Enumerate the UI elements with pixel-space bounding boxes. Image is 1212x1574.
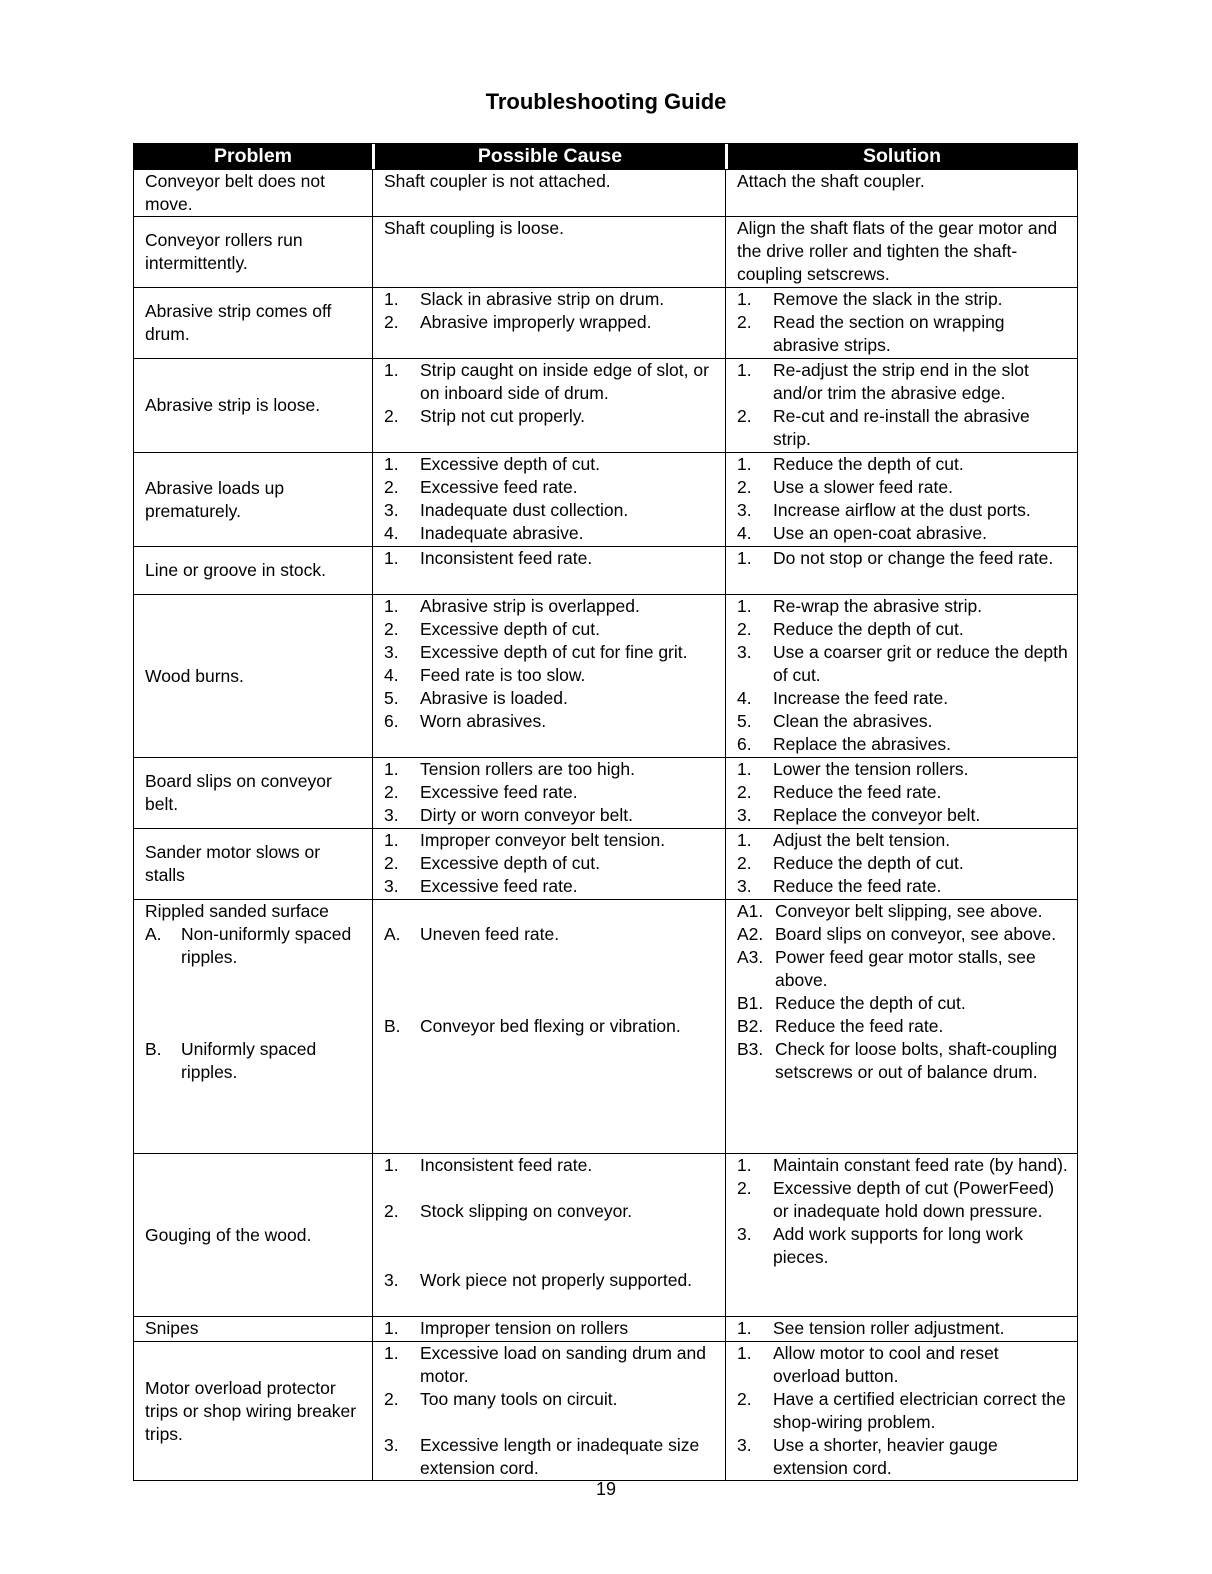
- list-item: B1. Reduce the depth of cut.: [737, 993, 966, 1013]
- solution-cell: [725, 547, 1076, 594]
- problem-text: Rippled sanded surface: [145, 901, 329, 921]
- cause-cell: [372, 1317, 725, 1341]
- list-item: 1. Inconsistent feed rate.: [384, 548, 593, 568]
- table-row: [134, 169, 1077, 216]
- problem-cell: [134, 288, 372, 358]
- page-title: Troubleshooting Guide: [485, 89, 727, 114]
- problem-cell: [134, 217, 372, 287]
- table-row: [134, 594, 1077, 757]
- list-item: 3. Excessive length or inadequate size extension cord.: [384, 1435, 700, 1478]
- list-item: 3. Work piece not properly supported.: [384, 1270, 693, 1290]
- list-item: 1. Adjust the belt tension.: [737, 830, 951, 850]
- problem-cell: [134, 359, 372, 452]
- list-item: 3. Use a shorter, heavier gauge extension cord.: [737, 1435, 998, 1478]
- problem-cell: [134, 1342, 372, 1480]
- list-item: A2. Board slips on conveyor, see above.: [737, 924, 1057, 944]
- list-item: A3. Power feed gear motor stalls, see above.: [737, 947, 1036, 990]
- problem-text: Board slips on conveyor belt.: [145, 771, 332, 814]
- problem-text: Abrasive strip comes off drum.: [145, 301, 332, 344]
- table-row: [134, 287, 1077, 358]
- solution-cell: [725, 829, 1076, 899]
- list-item: 2. Excessive feed rate.: [384, 782, 578, 802]
- solution-cell: [725, 1154, 1076, 1316]
- list-item: 4. Use an open-coat abrasive.: [737, 523, 988, 543]
- cause-cell: [372, 288, 725, 358]
- list-item: 1. Improper tension on rollers: [384, 1318, 629, 1338]
- list-item: 2. Too many tools on circuit.: [384, 1389, 618, 1409]
- list-item: 5. Clean the abrasives.: [737, 711, 933, 731]
- solution-cell: [725, 288, 1076, 358]
- list-item: 2. Reduce the feed rate.: [737, 782, 942, 802]
- list-item: 1. See tension roller adjustment.: [737, 1318, 1005, 1338]
- list-item: A. Uneven feed rate.: [384, 924, 560, 944]
- list-item: A. Non-uniformly spaced ripples.: [145, 924, 352, 967]
- table-row: [134, 1153, 1077, 1316]
- problem-text: Abrasive strip is loose.: [145, 395, 321, 415]
- list-item: 4. Feed rate is too slow.: [384, 665, 586, 685]
- list-item: 1. Do not stop or change the feed rate.: [737, 548, 1054, 568]
- cause-cell: [372, 595, 725, 757]
- header-problem: Problem: [213, 145, 293, 167]
- list-item: 3. Excessive feed rate.: [384, 876, 578, 896]
- list-item: 1. Inconsistent feed rate.: [384, 1155, 593, 1175]
- header-cause: Possible Cause: [372, 144, 725, 169]
- problem-cell: [134, 758, 372, 828]
- problem-cell: [134, 595, 372, 757]
- table-row: [134, 216, 1077, 287]
- list-item: 1. Improper conveyor belt tension.: [384, 830, 666, 850]
- problem-text: Gouging of the wood.: [145, 1224, 312, 1245]
- list-item: A1. Conveyor belt slipping, see above.: [737, 901, 1043, 921]
- list-item: 2. Excessive feed rate.: [384, 477, 578, 497]
- solution-cell: Align the shaft flats of the gear motor and the drive roller and tighten the shaft-coupling setscrews.: [725, 217, 1076, 287]
- cause-cell: [372, 547, 725, 594]
- list-item: 2. Read the section on wrapping abrasive strips.: [737, 312, 1005, 355]
- list-item: B3. Check for loose bolts, shaft-coupling setscrews or out of balance drum.: [737, 1039, 1058, 1082]
- solution-cell: [725, 595, 1076, 757]
- list-item: 2. Abrasive improperly wrapped.: [384, 312, 652, 332]
- solution-cell: [725, 758, 1076, 828]
- list-item: 1. Slack in abrasive strip on drum.: [384, 289, 665, 309]
- list-item: 2. Excessive depth of cut.: [384, 853, 600, 873]
- list-item: 3. Dirty or worn conveyor belt.: [384, 805, 633, 825]
- problem-cell: Snipes: [145, 1318, 199, 1338]
- list-item: 1. Reduce the depth of cut.: [737, 454, 964, 474]
- problem-text: Motor overload protector trips or shop wiring breaker trips.: [145, 1377, 357, 1444]
- cause-cell: [372, 453, 725, 546]
- list-item: 1. Strip caught on inside edge of slot, or on inboard side of drum.: [384, 360, 709, 403]
- problem-cell: [134, 1154, 372, 1316]
- solution-cell: Attach the shaft coupler.: [725, 170, 1076, 216]
- list-item: 4. Increase the feed rate.: [737, 688, 949, 708]
- list-item: 5. Abrasive is loaded.: [384, 688, 568, 708]
- problem-text: Abrasive loads up prematurely.: [145, 477, 285, 521]
- problem-cell: [134, 900, 372, 1153]
- list-item: B2. Reduce the feed rate.: [737, 1016, 944, 1036]
- list-item: 1. Tension rollers are too high.: [384, 759, 635, 779]
- cause-cell: [372, 1154, 725, 1316]
- list-item: 1. Re-wrap the abrasive strip.: [737, 596, 983, 616]
- problem-text: Sander motor slows or stalls: [145, 842, 321, 885]
- page-number: 19: [595, 1479, 617, 1499]
- table-row: [134, 358, 1077, 452]
- problem-cell: Conveyor belt does not move.: [145, 171, 325, 214]
- problem-cell: [134, 829, 372, 899]
- cause-cell: Shaft coupler is not attached.: [372, 170, 725, 216]
- table-row: [134, 546, 1077, 594]
- list-item: 3. Use a coarser grit or reduce the depth of cut.: [737, 642, 1068, 685]
- list-item: 3. Add work supports for long work pieces.: [737, 1224, 1023, 1267]
- problem-cell: [134, 453, 372, 546]
- list-item: 1. Excessive load on sanding drum and motor.: [384, 1343, 707, 1386]
- table-header: [134, 144, 1077, 169]
- cause-cell: [372, 900, 725, 1153]
- table-row: [134, 899, 1077, 1153]
- list-item: 1. Remove the slack in the strip.: [737, 289, 1003, 309]
- solution-cell: [725, 1342, 1076, 1480]
- problem-text: Conveyor rollers run intermittently.: [145, 230, 303, 273]
- list-item: 2. Excessive depth of cut (PowerFeed) or inadequate hold down pressure.: [737, 1178, 1055, 1221]
- solution-cell: [725, 359, 1076, 452]
- table-row: [134, 452, 1077, 546]
- troubleshooting-table: [133, 143, 1078, 1481]
- table-row: [134, 1316, 1077, 1341]
- list-item: B. Uniformly spaced ripples.: [145, 1039, 317, 1082]
- list-item: 3. Inadequate dust collection.: [384, 500, 629, 520]
- table-row: [134, 757, 1077, 828]
- list-item: 3. Excessive depth of cut for fine grit.: [384, 642, 688, 662]
- table-row: [134, 828, 1077, 899]
- list-item: 2. Reduce the depth of cut.: [737, 853, 964, 873]
- list-item: 6. Replace the abrasives.: [737, 734, 952, 754]
- list-item: 4. Inadequate abrasive.: [384, 523, 584, 543]
- cause-cell: [372, 758, 725, 828]
- list-item: 3. Reduce the feed rate.: [737, 876, 942, 896]
- solution-cell: [725, 900, 1076, 1153]
- cause-cell: [372, 829, 725, 899]
- table-row: [134, 1341, 1077, 1480]
- list-item: 3. Replace the conveyor belt.: [737, 805, 981, 825]
- problem-text: Line or groove in stock.: [145, 560, 326, 580]
- list-item: 2. Stock slipping on conveyor.: [384, 1201, 633, 1221]
- solution-cell: [725, 453, 1076, 546]
- list-item: 2. Strip not cut properly.: [384, 406, 586, 426]
- list-item: 2. Excessive depth of cut.: [384, 619, 600, 639]
- cause-cell: [372, 359, 725, 452]
- list-item: 1. Abrasive strip is overlapped.: [384, 596, 640, 616]
- problem-cell: [134, 547, 372, 594]
- problem-text: Wood burns.: [145, 665, 244, 686]
- header-solution: Solution: [725, 144, 1076, 169]
- list-item: 1. Re-adjust the strip end in the slot and/or trim the abrasive edge.: [737, 360, 1029, 403]
- list-item: 1. Maintain constant feed rate (by hand).: [737, 1155, 1068, 1175]
- list-item: 1. Lower the tension rollers.: [737, 759, 969, 779]
- cause-cell: [372, 1342, 725, 1480]
- list-item: 2. Use a slower feed rate.: [737, 477, 953, 497]
- list-item: 2. Reduce the depth of cut.: [737, 619, 964, 639]
- cause-cell: Shaft coupling is loose.: [372, 217, 725, 287]
- list-item: 6. Worn abrasives.: [384, 711, 547, 731]
- solution-cell: [725, 1317, 1076, 1341]
- list-item: 3. Increase airflow at the dust ports.: [737, 500, 1031, 520]
- list-item: 2. Re-cut and re-install the abrasive strip.: [737, 406, 1030, 449]
- list-item: B. Conveyor bed flexing or vibration.: [384, 1016, 681, 1036]
- list-item: 1. Excessive depth of cut.: [384, 454, 600, 474]
- list-item: 1. Allow motor to cool and reset overload button.: [737, 1343, 999, 1386]
- list-item: 2. Have a certified electrician correct the shop-wiring problem.: [737, 1389, 1066, 1432]
